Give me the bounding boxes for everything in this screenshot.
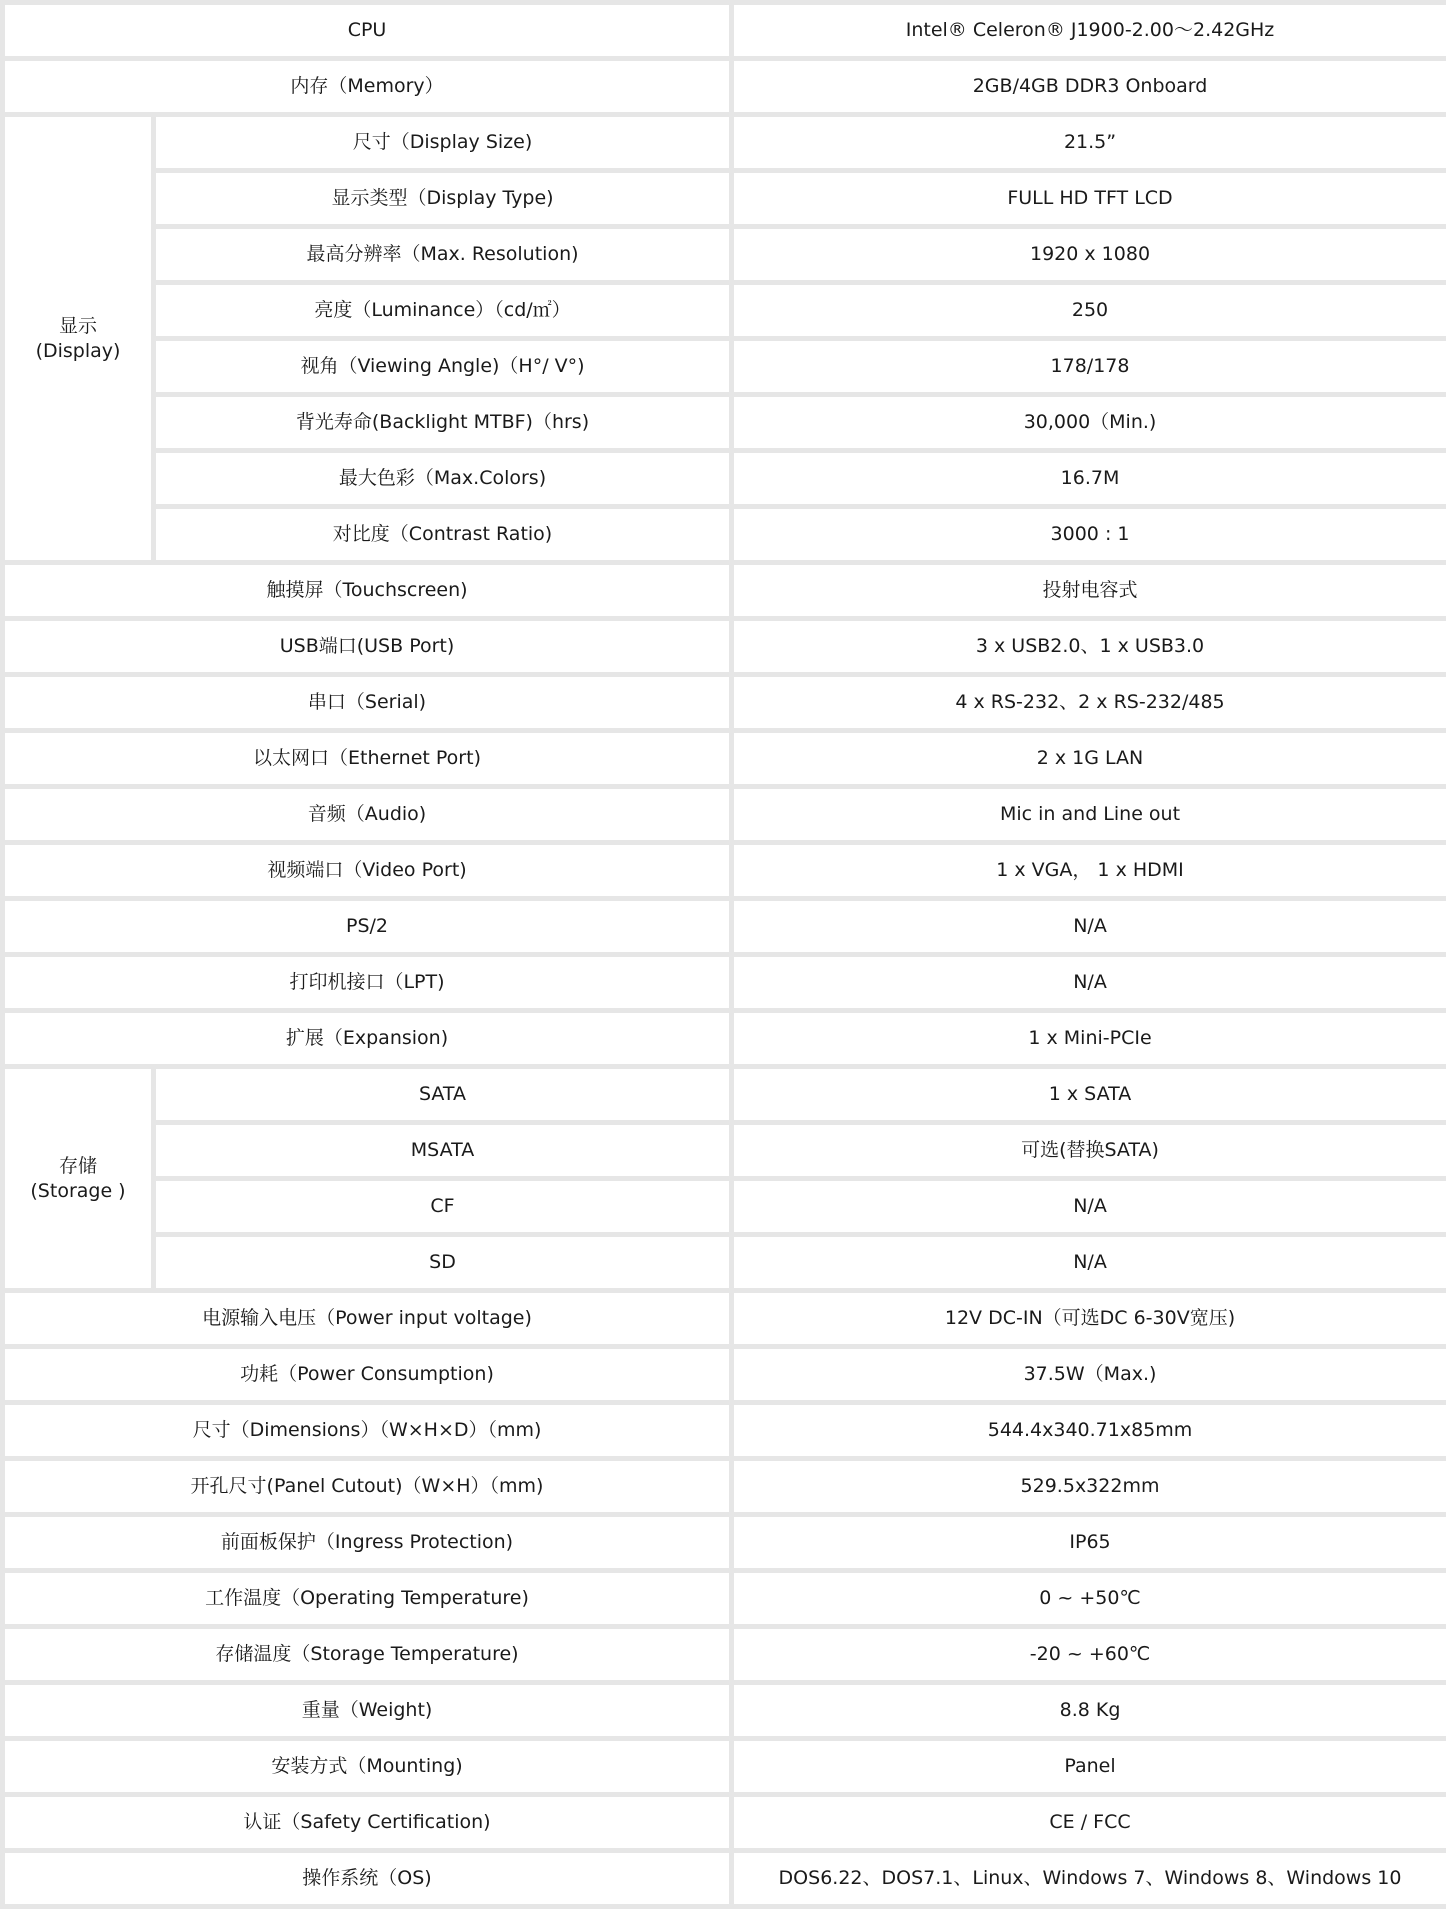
spec-value: 投射电容式 (734, 565, 1446, 616)
spec-value: 16.7M (734, 453, 1446, 504)
spec-row-luminance (5, 285, 1446, 336)
spec-label: SD (156, 1237, 729, 1288)
spec-value: 1 x VGA， 1 x HDMI (734, 845, 1446, 896)
spec-label: 内存（Memory） (5, 61, 729, 112)
spec-label: 功耗（Power Consumption) (5, 1349, 729, 1400)
spec-row-expansion (5, 1013, 1446, 1064)
spec-value: 2GB/4GB DDR3 Onboard (734, 61, 1446, 112)
spec-label: 视频端口（Video Port) (5, 845, 729, 896)
spec-value: 4 x RS-232、2 x RS-232/485 (734, 677, 1446, 728)
spec-label: 扩展（Expansion) (5, 1013, 729, 1064)
spec-row-ethernet (5, 733, 1446, 784)
spec-label: 对比度（Contrast Ratio) (156, 509, 729, 560)
spec-value: 544.4x340.71x85mm (734, 1405, 1446, 1456)
spec-label: 最大色彩（Max.Colors) (156, 453, 729, 504)
spec-value: IP65 (734, 1517, 1446, 1568)
spec-row-cf (5, 1181, 1446, 1232)
spec-row-operating-temp (5, 1573, 1446, 1624)
spec-value: Intel® Celeron® J1900-2.00～2.42GHz (734, 5, 1446, 56)
spec-row-display-type (5, 173, 1446, 224)
spec-value: 8.8 Kg (734, 1685, 1446, 1736)
spec-row-audio (5, 789, 1446, 840)
spec-label: 安装方式（Mounting) (5, 1741, 729, 1792)
spec-label: 开孔尺寸(Panel Cutout)（W×H）（mm) (5, 1461, 729, 1512)
spec-value: N/A (734, 1181, 1446, 1232)
spec-value: 30,000（Min.) (734, 397, 1446, 448)
spec-row-touchscreen (5, 565, 1446, 616)
spec-value: Panel (734, 1741, 1446, 1792)
spec-row-contrast (5, 509, 1446, 560)
spec-label: CPU (5, 5, 729, 56)
spec-value: 21.5” (734, 117, 1446, 168)
spec-row-sd (5, 1237, 1446, 1288)
spec-value: Mic in and Line out (734, 789, 1446, 840)
spec-label: 尺寸（Dimensions）（W×H×D）（mm) (5, 1405, 729, 1456)
spec-row-backlight (5, 397, 1446, 448)
spec-label: MSATA (156, 1125, 729, 1176)
spec-row-storage-temp (5, 1629, 1446, 1680)
spec-value: N/A (734, 901, 1446, 952)
spec-label: 存储温度（Storage Temperature) (5, 1629, 729, 1680)
spec-row-os (5, 1853, 1446, 1904)
spec-value: 1 x Mini-PCIe (734, 1013, 1446, 1064)
spec-value: N/A (734, 957, 1446, 1008)
spec-row-power-consumption (5, 1349, 1446, 1400)
spec-value: 529.5x322mm (734, 1461, 1446, 1512)
spec-row-dimensions (5, 1405, 1446, 1456)
spec-row-max-resolution (5, 229, 1446, 280)
spec-label: SATA (156, 1069, 729, 1120)
spec-label: 打印机接口（LPT) (5, 957, 729, 1008)
group-display-label-en: (Display) (35, 339, 121, 362)
spec-label: CF (156, 1181, 729, 1232)
spec-label: 视角（Viewing Angle)（H°/ V°) (156, 341, 729, 392)
spec-row-viewing-angle (5, 341, 1446, 392)
spec-label: PS/2 (5, 901, 729, 952)
spec-value: 12V DC-IN（可选DC 6-30V宽压) (734, 1293, 1446, 1344)
spec-label: USB端口(USB Port) (5, 621, 729, 672)
spec-value: N/A (734, 1237, 1446, 1288)
spec-label: 前面板保护（Ingress Protection) (5, 1517, 729, 1568)
group-display (5, 117, 151, 560)
spec-row-usb (5, 621, 1446, 672)
spec-label: 最高分辨率（Max. Resolution) (156, 229, 729, 280)
spec-value: 37.5W（Max.) (734, 1349, 1446, 1400)
spec-label: 认证（Safety Certification) (5, 1797, 729, 1848)
spec-label: 音频（Audio) (5, 789, 729, 840)
spec-row-memory (5, 61, 1446, 112)
spec-row-mounting (5, 1741, 1446, 1792)
spec-value: 3000 : 1 (734, 509, 1446, 560)
spec-value: 3 x USB2.0、1 x USB3.0 (734, 621, 1446, 672)
spec-row-display-size (5, 117, 1446, 168)
spec-value: 0 ~ +50℃ (734, 1573, 1446, 1624)
spec-row-weight (5, 1685, 1446, 1736)
spec-label: 亮度（Luminance）（cd/㎡） (156, 285, 729, 336)
spec-value: -20 ~ +60℃ (734, 1629, 1446, 1680)
spec-label: 操作系统（OS) (5, 1853, 729, 1904)
spec-row-power-input (5, 1293, 1446, 1344)
spec-label: 背光寿命(Backlight MTBF)（hrs) (156, 397, 729, 448)
spec-row-ingress (5, 1517, 1446, 1568)
group-storage-label: 存储 (58, 1154, 97, 1177)
spec-row-cpu (5, 5, 1446, 56)
spec-value: CE / FCC (734, 1797, 1446, 1848)
spec-label: 重量（Weight) (5, 1685, 729, 1736)
spec-value: DOS6.22、DOS7.1、Linux、Windows 7、Windows 8、Windows 10 (734, 1853, 1446, 1904)
spec-label: 尺寸（Display Size) (156, 117, 729, 168)
spec-value: 178/178 (734, 341, 1446, 392)
spec-label: 显示类型（Display Type) (156, 173, 729, 224)
spec-row-sata (5, 1069, 1446, 1120)
spec-label: 以太网口（Ethernet Port) (5, 733, 729, 784)
spec-row-serial (5, 677, 1446, 728)
group-storage-label-en: (Storage ) (30, 1179, 126, 1202)
spec-row-certification (5, 1797, 1446, 1848)
spec-value: FULL HD TFT LCD (734, 173, 1446, 224)
spec-row-max-colors (5, 453, 1446, 504)
spec-row-video-port (5, 845, 1446, 896)
spec-value: 2 x 1G LAN (734, 733, 1446, 784)
spec-value: 250 (734, 285, 1446, 336)
spec-label: 串口（Serial) (5, 677, 729, 728)
spec-value: 1 x SATA (734, 1069, 1446, 1120)
spec-label: 触摸屏（Touchscreen) (5, 565, 729, 616)
spec-row-ps2 (5, 901, 1446, 952)
group-storage (5, 1069, 151, 1288)
spec-row-lpt (5, 957, 1446, 1008)
spec-value: 1920 x 1080 (734, 229, 1446, 280)
spec-value: 可选(替换SATA) (734, 1125, 1446, 1176)
spec-label: 电源输入电压（Power input voltage) (5, 1293, 729, 1344)
spec-row-panel-cutout (5, 1461, 1446, 1512)
spec-label: 工作温度（Operating Temperature) (5, 1573, 729, 1624)
group-display-label: 显示 (58, 314, 97, 337)
spec-row-msata (5, 1125, 1446, 1176)
